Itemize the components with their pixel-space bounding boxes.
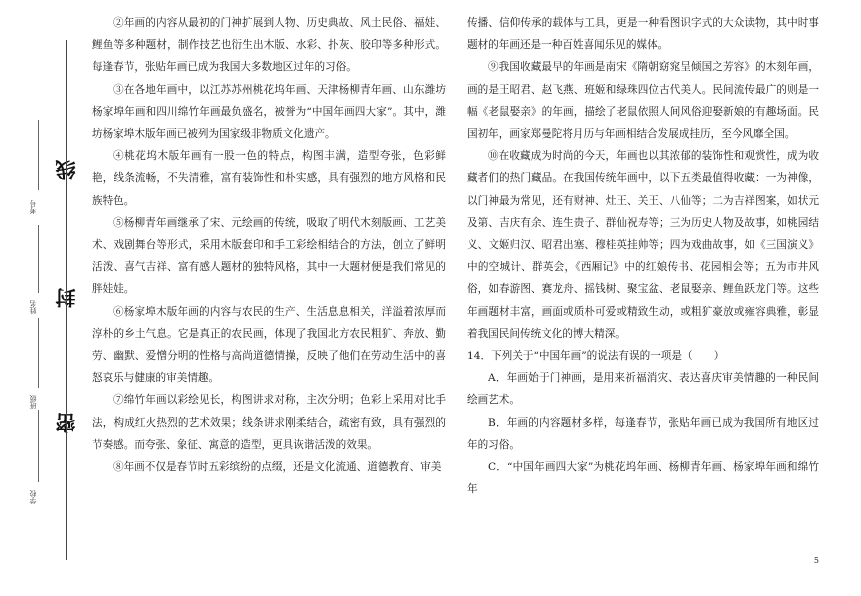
name-line <box>38 225 39 293</box>
paragraph-5: ⑤杨柳青年画继承了宋、元绘画的传统，吸取了明代木刻版画、工艺美术、戏剧舞台等形式，采用木版套印和手工彩绘相结合的方法，创立了鲜明活泼、喜气吉祥、富有感人题材的独特风格，其中一大题材便是我们常见的胖娃娃。 <box>92 216 446 296</box>
option-c: C．“中国年画四大家”为桃花坞年画、杨柳青年画、杨家埠年画和绵竹年 <box>467 461 819 496</box>
paragraph-7: ⑦绵竹年画以彩绘见长，构图讲求对称，主次分明；色彩上采用对比手法，构成红火热烈的艺术效果；线条讲求刚柔结合，疏密有致，具有强烈的节奏感。而夸张、象征、寓意的造型，更具诙谐活泼的效果。 <box>92 394 446 451</box>
class-label: 班级 <box>29 395 37 409</box>
seal-char-xian: 线 <box>55 160 79 180</box>
paragraph-4: ④桃花坞木版年画有一股一色的特点，构图丰满，造型夸张，色彩鲜艳，线条流畅，不失清雅，富有装饰性和朴实感，具有强烈的地方风格和民族特色。 <box>92 150 446 207</box>
binding-line <box>66 40 67 560</box>
school-line <box>38 410 39 482</box>
binding-margin <box>0 0 79 596</box>
paragraph-10: ⑩在收藏成为时尚的今天，年画也以其浓郁的装饰性和观赏性，成为收藏者们的热门藏品。在我国传统年画中，以下五类最值得收藏：一为神像，以门神最为常见，还有财神、灶王、关王、八仙等；二为吉祥图案，如状元及第、吉庆有余、连生贵子、群仙祝寿等；三为历史人物及故事，如桃园结义、文姬归汉、昭君出塞、穆桂英挂帅等；四为戏曲故事，如《三国演义》中的空城计、群英会，《西厢记》中的红娘传书、花园相会等；五为市井风俗，如春游图、赛龙舟、摇钱树、聚宝盆、老鼠娶亲、鲤鱼跃龙门等。这些年画题材丰富，画面或质朴可爱或精致生动，或粗犷豪放或雍容典雅，彰显着我国民间传统文化的博大精深。 <box>467 150 819 340</box>
paragraph-8-continued: 传播、信仰传承的载体与工具，更是一种看图识字式的大众读物，其中时事题材的年画还是一种百姓喜闻乐见的媒体。 <box>467 17 819 52</box>
seal-char-feng: 封 <box>55 288 79 308</box>
exam-number-label: 考号 <box>29 200 37 214</box>
right-column <box>467 12 819 500</box>
left-column <box>92 12 446 478</box>
paragraph-3: ③在各地年画中，以江苏苏州桃花坞年画、天津杨柳青年画、山东潍坊杨家埠年画和四川绵竹年画最负盛名，被誉为“中国年画四大家”。其中，潍坊杨家埠木版年画已被列为国家级非物质文化遗产。 <box>92 83 446 141</box>
class-line <box>38 318 39 388</box>
paragraph-9: ⑨我国收藏最早的年画是南宋《隋朝窈窕呈倾国之芳容》的木刻年画，画的是王昭君、赵飞燕、班姬和绿珠四位古代美人。民间流传最广的则是一幅《老鼠娶亲》的年画，描绘了老鼠依照人间风俗迎娶新娘的有趣场面。民国初年，画家郑曼陀将月历与年画相结合发展成挂历，至今风靡全国。 <box>467 61 819 141</box>
paragraph-8: ⑧年画不仅是春节时五彩缤纷的点缀，还是文化流通、道德教育、审美 <box>113 461 442 474</box>
name-label: 姓名 <box>29 300 37 314</box>
seal-char-mi: 密 <box>55 413 79 433</box>
paragraph-6: ⑥杨家埠木版年画的内容与农民的生产、生活息息相关，洋溢着浓厚而淳朴的乡土气息。它是真正的农民画，体现了我国北方农民粗犷、奔放、勤劳、幽默、爱憎分明的性格与高尚道德情操，反映了他们在劳动生活中的喜怒哀乐与健康的审美情趣。 <box>92 305 446 385</box>
option-b: B．年画的内容题材多样，每逢春节，张贴年画已成为我国所有地区过年的习俗。 <box>467 416 819 451</box>
question-14-stem: 14．下列关于“中国年画”的说法有误的一项是（ ） <box>467 350 725 363</box>
page-number: 5 <box>813 556 819 565</box>
school-label: 学校 <box>29 490 37 504</box>
option-a: A．年画始于门神画，是用来祈福消灾、表达喜庆审美情趣的一种民间绘画艺术。 <box>467 372 819 407</box>
exam-number-line <box>38 120 39 190</box>
paragraph-2: ②年画的内容从最初的门神扩展到人物、历史典故、风土民俗、福娃、鲤鱼等多种题材，制作技艺也衍生出木版、水彩、扑灰、胶印等多种形式。每逢春节，张贴年画已成为我国大多数地区过年的习俗。 <box>92 17 446 74</box>
